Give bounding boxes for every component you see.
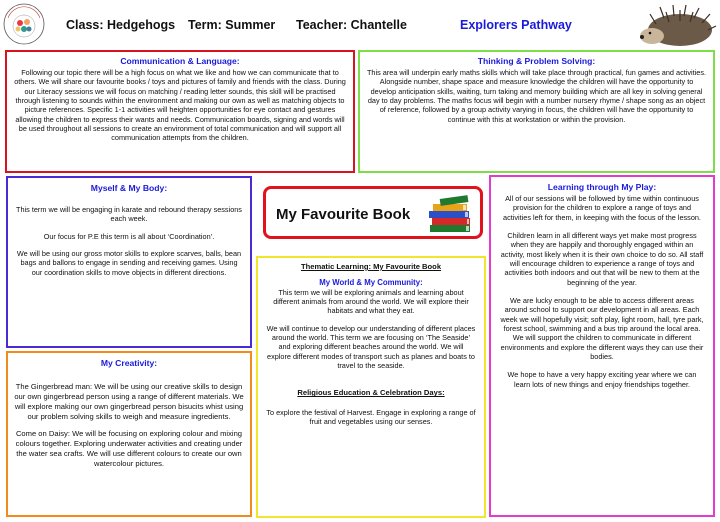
body-paragraph-2: Our focus for P.E this term is all about ‘Coordination’. [43, 231, 215, 241]
favourite-book-title-box [263, 186, 483, 239]
play-paragraph-2: Children learn in all different ways yet make most progress when they are happily and thoroughly engaged within an activity, most likely when it is their own choice to do so. All staff will encourage children to experience a range of toys and activities both indoors and out that will be new to them at the beginning of the year. [500, 230, 704, 287]
pathway-label: Explorers Pathway [460, 18, 572, 32]
my-creativity-box [6, 351, 252, 517]
world-community-title: My World & My Community: [319, 277, 423, 287]
communication-body: Following our topic there will be a high focus on what we like and how we can communicate that to others. We will share our favourite books / toys and pictures of family and friends with the class. During our Literacy sessions we will focus on matching / reading letter sounds, this skill will be practised through listening to sounds within the environment and making our own as well as matching objects to picture references. Specific 1-1 activities will heighten opportunities for eye contact and gestures allowing the children to express their wants and needs. Communication boards, signing and words will be used throughout all sessions to create an environment of total communication and will support all communication attempts from the children. [14, 68, 346, 143]
books-icon [426, 195, 478, 235]
body-paragraph-3: We will be using our gross motor skills to explore scarves, balls, bean bags and ballons to engage in sending and receiving games. Using our coordination skills to move objects in different directions. [16, 248, 242, 277]
communication-language-box [5, 50, 355, 173]
hedgehog-image [636, 4, 718, 48]
world-community-paragraph-2: We will continue to develop our understanding of different places around the world. This term we are focusing on ‘The Seaside’ and exploring different beaches around the world. We will explore different modes of transport such as planes and boats to travel to the seaside. [266, 323, 476, 370]
body-title: Myself & My Body: [90, 183, 168, 193]
world-community-paragraph-1: This term we will be exploring animals and learning about different animals from around the world. We will explore their habitats and what they eat. [273, 287, 469, 316]
play-title: Learning through My Play: [547, 182, 657, 192]
play-paragraph-1: All of our sessions will be followed by time within continuous provision for the children to explore a range of toys and activities left for them, in keeping with the focus of the lesson. [503, 194, 701, 222]
favourite-book-title: My Favourite Book [276, 206, 411, 223]
thinking-problem-solving-box [358, 50, 715, 173]
creativity-title: My Creativity: [100, 358, 158, 368]
myself-my-body-box [6, 176, 252, 348]
religious-education-title: Religious Education & Celebration Days: [297, 388, 445, 398]
thematic-learning-box [256, 256, 486, 518]
page-header [0, 0, 720, 48]
school-logo [2, 2, 46, 46]
thinking-body: This area will underpin early maths skills which will take place through practical, fun games and activities. Alongside number, shape space and measure knowledge the children will have the opportunity to develop anticipation skills, waiting, turn taking and memory building which are all key in solving general day to day problems. The maths focus will begin with a number nursery rhyme / shape song as an object of reference, followed by a group activity varying in focus, the children will have the opportunity to continue with this at workstation or within the provision. [366, 68, 707, 124]
thematic-heading: Thematic Learning: My Favourite Book [300, 262, 442, 271]
learning-through-play-box [489, 175, 715, 517]
teacher-label: Teacher: Chantelle [296, 18, 407, 32]
creativity-paragraph-1: The Gingerbread man: We will be using our creative skills to design our own gingerbread person using a range of different materials. We will explore making our own gingerbread person bisucits whist using our problem solving skills to weigh and measure ingredients. [14, 382, 244, 421]
communication-title: Communication & Language: [120, 56, 240, 66]
class-label: Class: Hedgehogs [66, 18, 176, 32]
play-paragraph-4: We hope to have a very happy exciting year where we can learn lots of new things and enjoy friendships together. [507, 370, 697, 389]
body-paragraph-1: This term we will be engaging in karate and rebound therapy sessions each week. [16, 205, 242, 224]
play-paragraph-3: We are lucky enough to be able to access different areas around school to support our development in all areas. Each week we will hopefully visit; soft play, light room, hall, tyre park, forest school, swimming and a bus trip around the local area. We will support the children to communicate in different environments and explore the different ways they can use their bodies. [500, 295, 704, 361]
term-label: Term: Summer [188, 18, 276, 32]
religious-education-body: To explore the festival of Harvest. Engage in exploring a range of fruit and vegetables using our senses. [266, 408, 476, 427]
creativity-paragraph-2: Come on Daisy: We will be focusing on exploring colour and mixing colours together. Exploring underwater activities and creating under the water sea crafts. We will use different colours to create our own watercolour pictures. [15, 429, 243, 469]
thinking-title: Thinking & Problem Solving: [477, 56, 596, 66]
